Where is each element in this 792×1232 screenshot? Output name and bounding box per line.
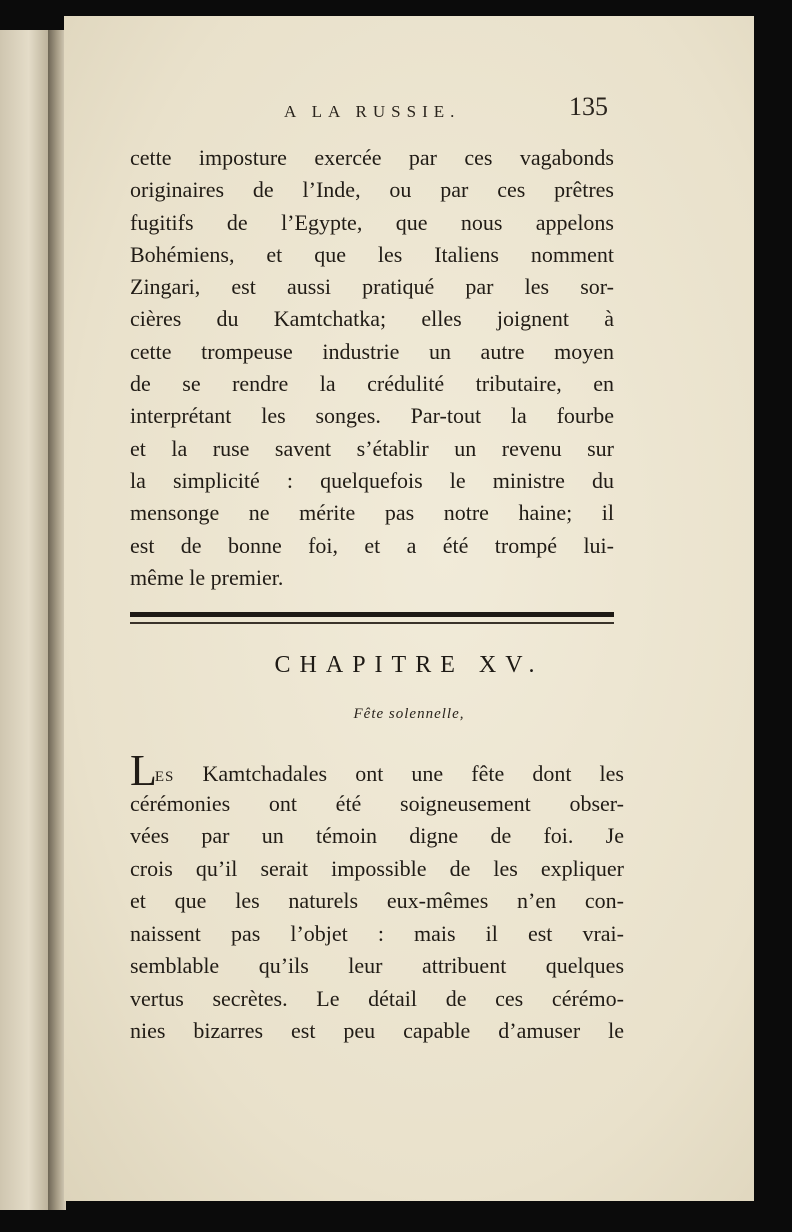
text-line: mensonge ne mérite pas notre haine; il (130, 500, 614, 526)
first-line-text: Kamtchadales ont une fête dont les (174, 761, 624, 786)
text-line: naissent pas l’objet : mais il est vrai- (130, 920, 624, 946)
text-line: cérémonies ont été soigneusement obser- (130, 790, 624, 816)
text-line: vertus secrètes. Le détail de ces cérémo- (130, 985, 624, 1011)
book-page (64, 16, 754, 1201)
text-line: et la ruse savent s’établir un revenu sur (130, 435, 614, 461)
first-text-line (130, 746, 624, 795)
chapter-subtitle: Fête solennelle, (353, 706, 465, 722)
text-line: vées par un témoin digne de foi. Je (130, 823, 624, 848)
text-line: crois qu’il serait impossible de les expliquer (130, 855, 624, 881)
paragraph-continued (130, 142, 614, 594)
chapter-divider (130, 612, 614, 632)
text-line: semblable qu’ils leur attribuent quelques (130, 953, 624, 978)
text-line: Zingari, est aussi pratiqué par les sor- (130, 274, 614, 300)
left-page-edge (0, 30, 50, 1210)
text-line: même le premier. (130, 564, 284, 590)
text-line: nies bizarres est peu capable d’amuser le (130, 1018, 624, 1043)
text-line: Bohémiens, et que les Italiens nomment (130, 241, 614, 267)
text-line: la simplicité : quelquefois le ministre du (130, 467, 614, 493)
page-number: 135 (569, 92, 608, 121)
text-line: originaires de l’Inde, ou par ces prêtres (130, 177, 614, 203)
text-line: est de bonne foi, et a été trompé lui- (130, 532, 614, 558)
text-line: et que les naturels eux-mêmes n’en con- (130, 888, 624, 913)
chapter-title: CHAPITRE XV. (274, 652, 544, 678)
text-line: fugitifs de l’Egypte, que nous appelons (130, 209, 614, 235)
small-caps-text: ES (154, 769, 175, 785)
text-line: de se rendre la crédulité tributaire, en (130, 371, 614, 397)
divider-thick-rule (130, 612, 614, 617)
running-head: A LA RUSSIE. (284, 102, 461, 121)
chapter-paragraph (130, 746, 624, 1048)
text-line: interprétant les songes. Par-tout la fourbe (130, 403, 614, 429)
drop-cap: L (130, 746, 157, 795)
divider-thin-rule (130, 622, 614, 624)
text-line: cières du Kamtchatka; elles joignent à (130, 306, 614, 332)
text-line: cette imposture exercée par ces vagabonds (130, 145, 614, 170)
page-header (64, 92, 754, 132)
text-line: cette trompeuse industrie un autre moyen (130, 338, 614, 364)
